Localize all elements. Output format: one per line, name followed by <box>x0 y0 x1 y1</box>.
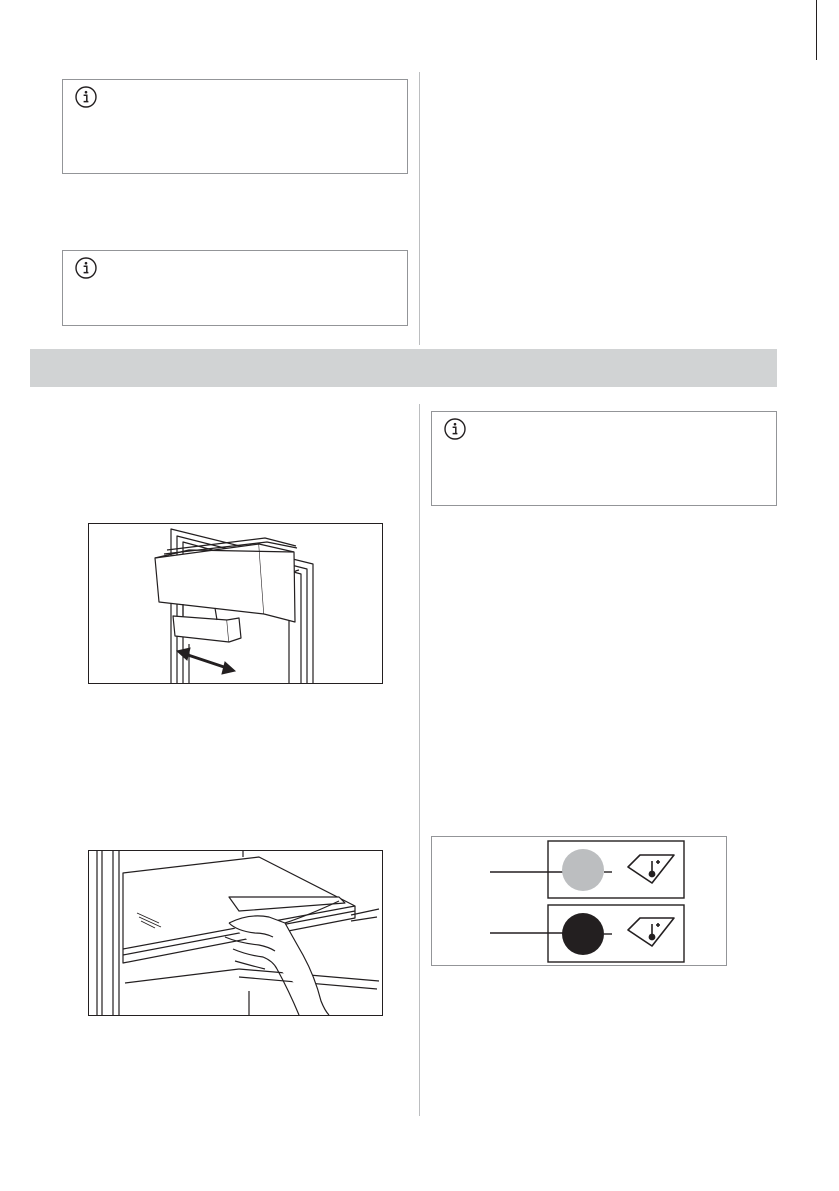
temperature-warning-icon <box>628 918 674 946</box>
column-divider-bottom <box>419 404 420 1116</box>
indicator-ok-dot <box>562 849 604 891</box>
info-note-box <box>431 411 777 506</box>
indicator-warning-dot <box>562 913 604 955</box>
info-note-box <box>62 250 408 326</box>
info-circle-icon <box>444 418 466 440</box>
info-note-box <box>62 79 408 174</box>
section-heading-band <box>30 349 777 387</box>
door-balcony-illustration <box>88 523 383 684</box>
crop-mark <box>816 0 817 60</box>
shelf-removal-illustration <box>88 850 383 1016</box>
info-circle-icon <box>75 257 97 279</box>
info-circle-icon <box>75 86 97 108</box>
temperature-warning-icon <box>628 855 674 883</box>
temperature-indicator-illustration <box>431 836 727 966</box>
column-divider-top <box>419 72 420 345</box>
